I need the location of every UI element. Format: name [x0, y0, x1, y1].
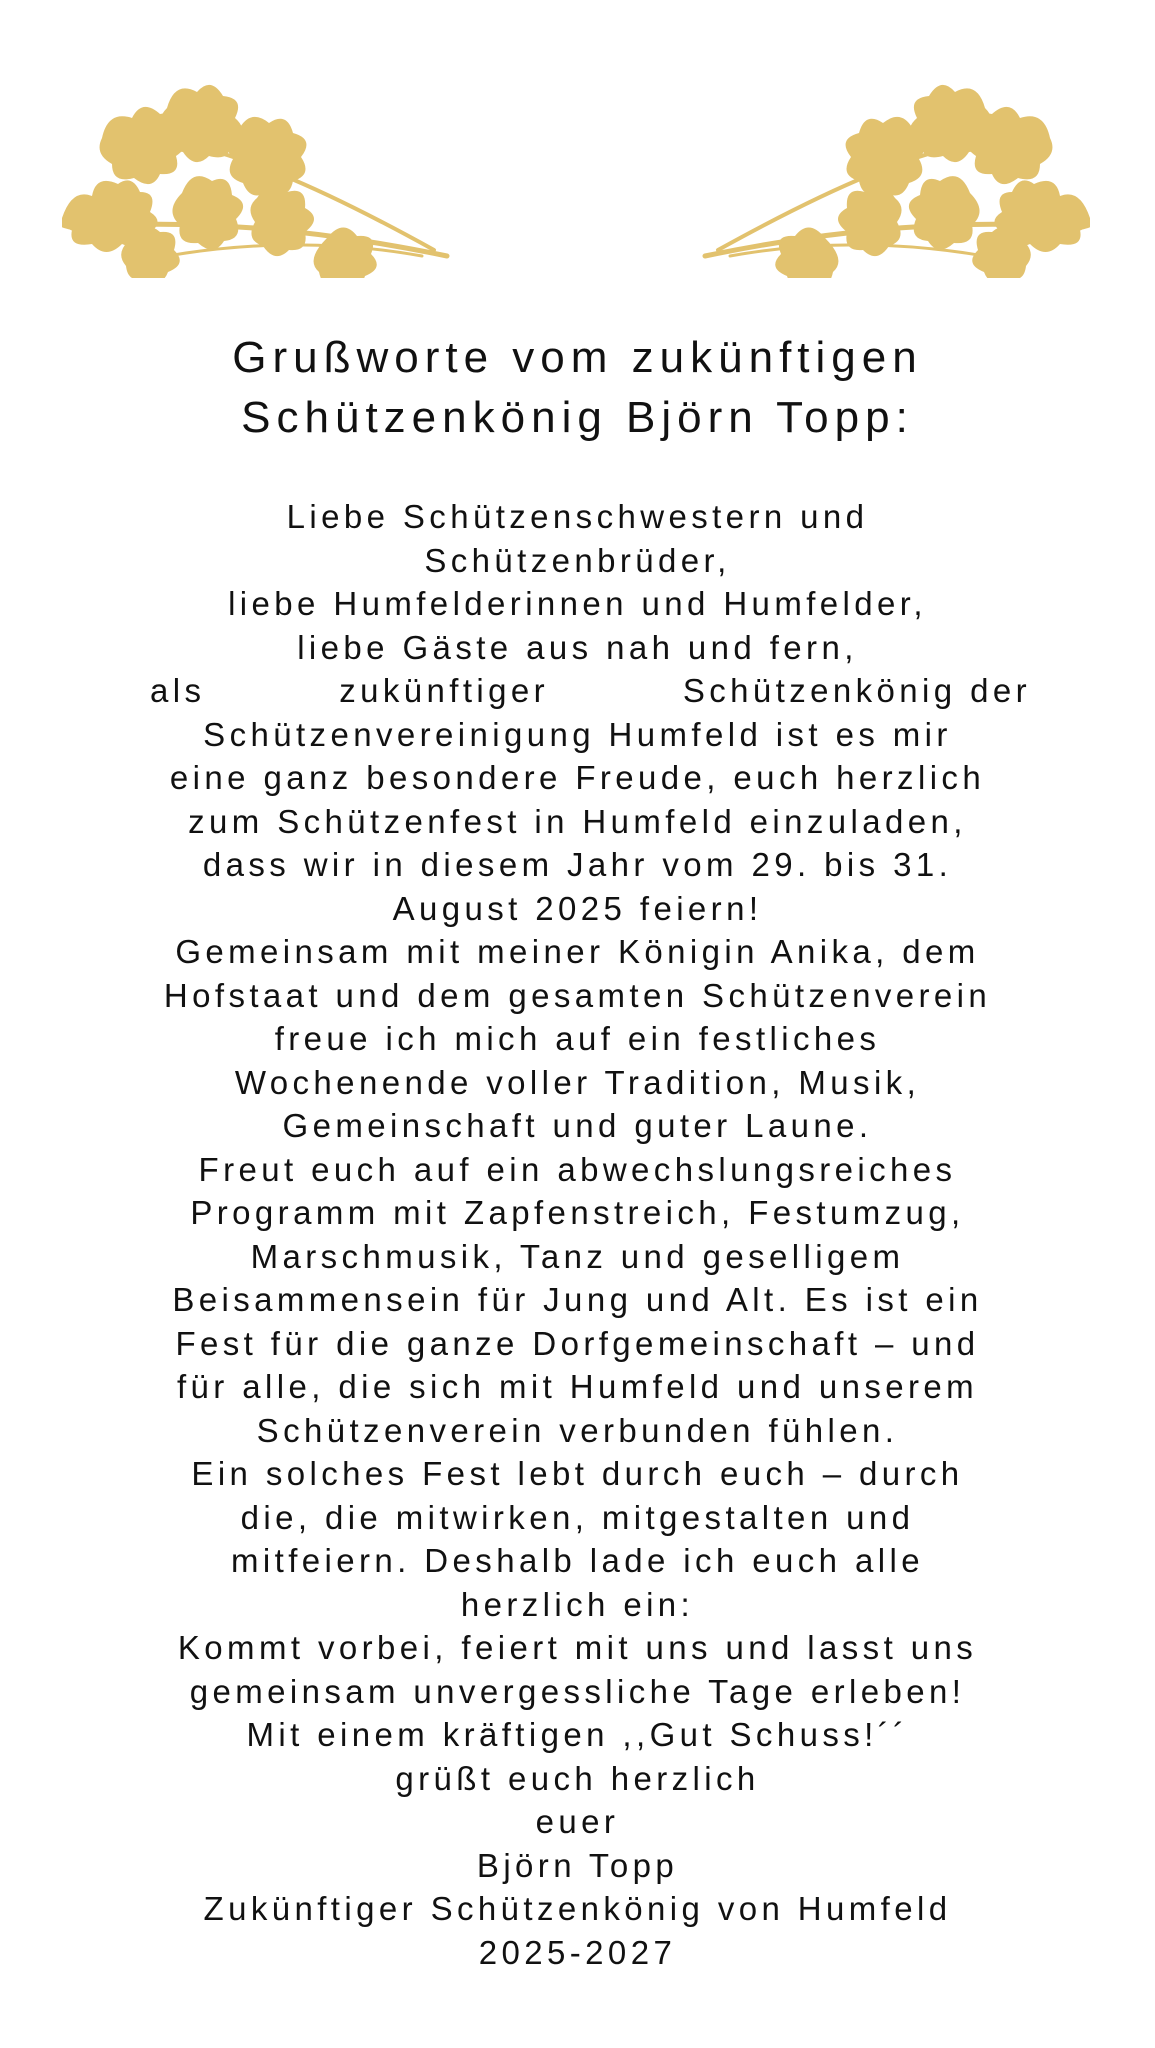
- greeting-text: [80, 495, 1075, 1974]
- oak-leaf-branch-icon: [62, 78, 452, 278]
- text-word: Schützenkönig der: [682, 672, 1031, 709]
- text-line: herzlich ein:: [460, 1585, 695, 1623]
- text-line: liebe Gäste aus nah und fern,: [297, 628, 858, 666]
- text-line: Mit einem kräftigen ,,Gut Schuss!´´: [246, 1716, 909, 1753]
- text-line: Gemeinsam mit meiner Königin Anika, dem: [175, 933, 980, 970]
- signature-years: 2025-2027: [478, 1933, 677, 1971]
- text-line: Ein solches Fest lebt durch euch – durch: [191, 1455, 964, 1492]
- text-line: Freut euch auf ein abwechslungsreiches: [198, 1150, 957, 1188]
- text-line: zum Schützenfest in Humfeld einzuladen,: [188, 802, 967, 840]
- text-line: Fest für die ganze Dorfgemeinschaft – und: [175, 1324, 980, 1362]
- text-line: freue ich mich auf ein festliches: [274, 1020, 881, 1057]
- text-word: als: [150, 672, 206, 709]
- text-line: eine ganz besondere Freude, euch herzlich: [169, 759, 986, 796]
- text-line: liebe Humfelderinnen und Humfelder,: [228, 585, 927, 622]
- signature-name: Björn Topp: [476, 1846, 679, 1884]
- text-line: Liebe Schützenschwestern und: [286, 498, 869, 535]
- text-line: Marschmusik, Tanz und geselligem: [250, 1237, 905, 1275]
- text-line: euer: [535, 1803, 620, 1840]
- text-line: grüßt euch herzlich: [395, 1759, 760, 1797]
- text-line: die, die mitwirken, mitgestalten und: [240, 1498, 915, 1536]
- text-line: Beisammensein für Jung und Alt. Es ist ein: [172, 1281, 983, 1318]
- page-title: [0, 328, 1155, 448]
- text-line: dass wir in diesem Jahr vom 29. bis 31.: [202, 846, 953, 883]
- text-line: Schützenvereinigung Humfeld ist es mir: [203, 715, 952, 753]
- text-line: Hofstaat und dem gesamten Schützenverein: [163, 976, 992, 1014]
- text-word: zukünftiger: [339, 672, 550, 709]
- title-line: Schützenkönig Björn Topp:: [241, 393, 914, 442]
- text-line: Gemeinschaft und guter Laune.: [282, 1107, 873, 1144]
- text-line: Schützenverein verbunden fühlen.: [256, 1411, 899, 1449]
- oak-leaf-branch-icon: [700, 78, 1090, 278]
- text-line: Programm mit Zapfenstreich, Festumzug,: [190, 1194, 965, 1231]
- text-line: August 2025 feiern!: [392, 889, 763, 927]
- text-line: Schützenbrüder,: [424, 541, 731, 579]
- text-line: gemeinsam unvergessliche Tage erleben!: [189, 1672, 966, 1710]
- text-line: mitfeiern. Deshalb lade ich euch alle: [231, 1542, 924, 1579]
- text-line-justified: [80, 669, 1075, 713]
- text-line: für alle, die sich mit Humfeld und unserem: [176, 1368, 979, 1405]
- text-line: Kommt vorbei, feiert mit uns und lasst uns: [177, 1629, 978, 1666]
- signature-role: Zukünftiger Schützenkönig von Humfeld: [203, 1890, 952, 1927]
- title-line: Grußworte vom zukünftigen: [232, 333, 923, 382]
- text-line: Wochenende voller Tradition, Musik,: [234, 1063, 921, 1101]
